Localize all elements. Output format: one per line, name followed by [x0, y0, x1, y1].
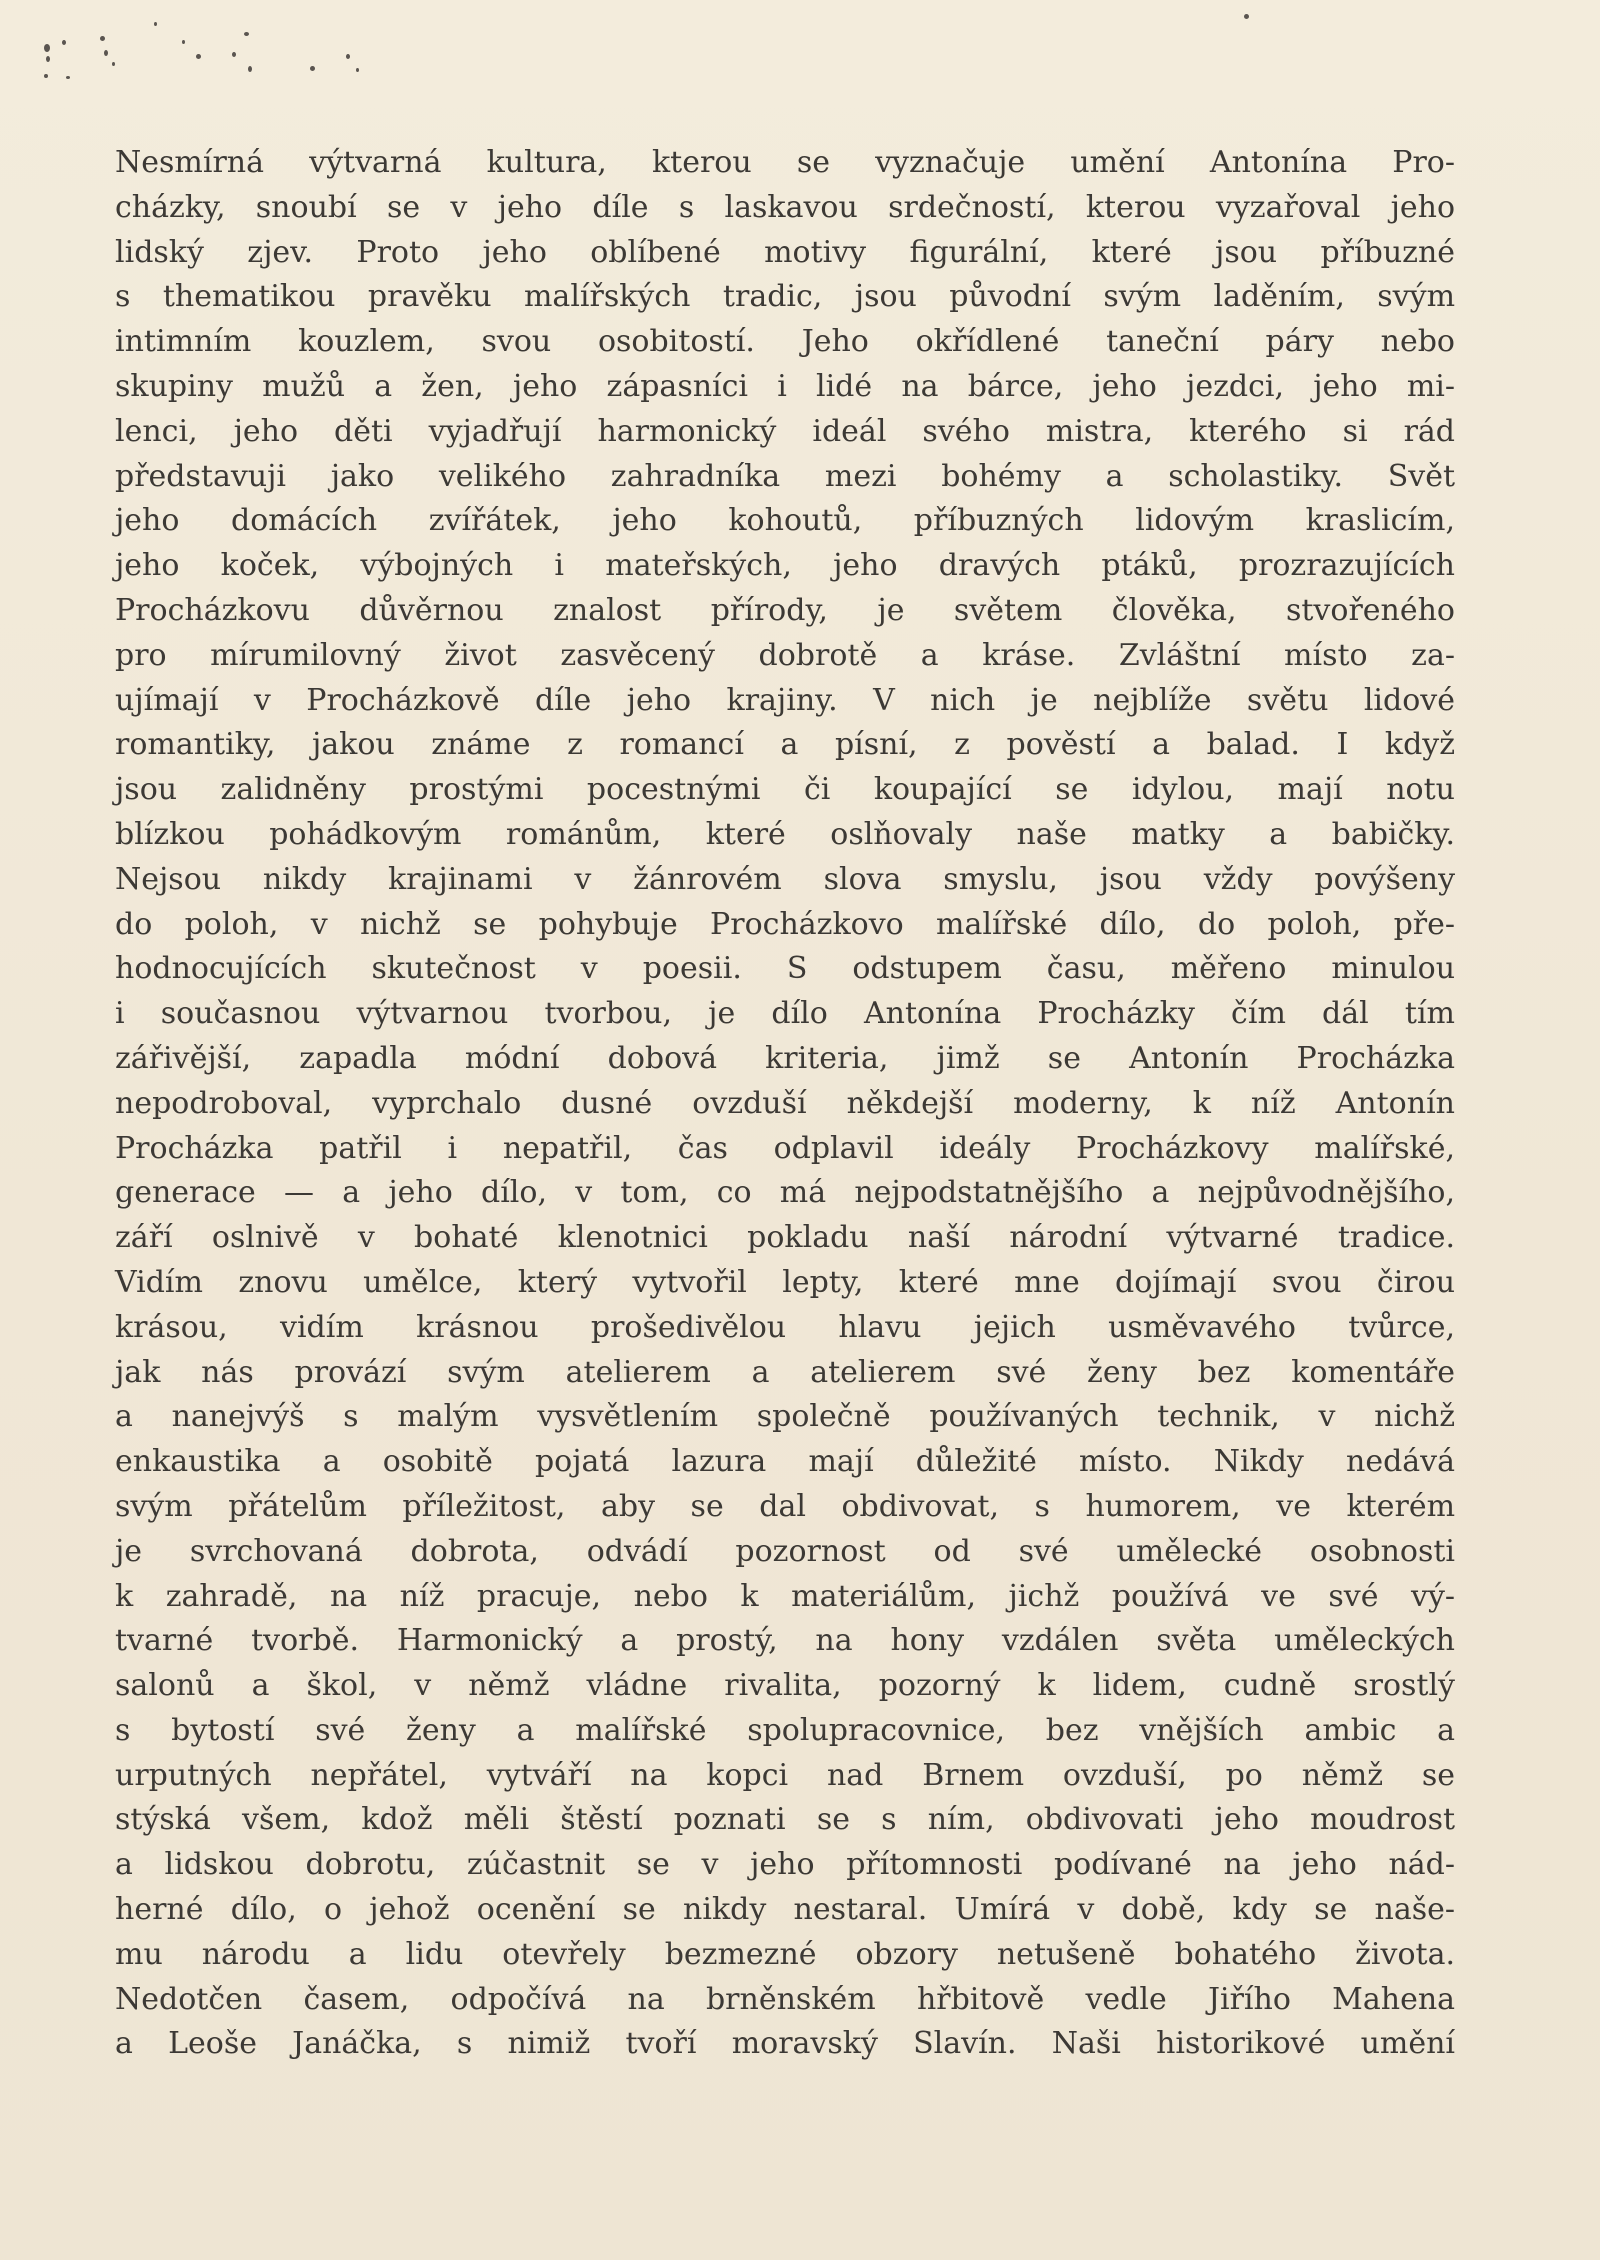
text-line: a nanejvýš s malým vysvětlením společně používaných technik, v nichž: [115, 1399, 1455, 1435]
text-line: nepodroboval, vyprchalo dusné ovzduší někdejší moderny, k níž Antonín: [115, 1085, 1455, 1121]
body-paragraph: [115, 141, 1455, 2067]
text-line: Vidím znovu umělce, který vytvořil lepty, které mne dojímají svou čirou: [115, 1264, 1456, 1300]
text-line: Procházka patřil i nepatřil, čas odplavil ideály Procházkovy malířské,: [115, 1130, 1456, 1166]
text-line: Nesmírná výtvarná kultura, kterou se vyznačuje umění Antonína Pro-: [115, 145, 1455, 180]
text-line: blízkou pohádkovým románům, které oslňovaly naše matky a babičky.: [115, 816, 1455, 852]
text-line: jak nás provází svým atelierem a atelierem své ženy bez komentáře: [115, 1354, 1455, 1390]
text-line: jeho koček, výbojných i mateřských, jeho dravých ptáků, prozrazujících: [115, 548, 1455, 584]
text-line: lidský zjev. Proto jeho oblíbené motivy figurální, které jsou příbuzné: [115, 234, 1456, 270]
text-line: s thematikou pravěku malířských tradic, jsou původní svým laděním, svým: [115, 279, 1456, 315]
text-line: a lidskou dobrotu, zúčastnit se v jeho přítomnosti podívané na jeho nád-: [115, 1847, 1455, 1883]
text-line: pro mírumilovný život zasvěcený dobrotě a kráse. Zvláštní místo za-: [115, 637, 1455, 673]
text-line: představuji jako velikého zahradníka mezi bohémy a scholastiky. Svět: [115, 458, 1456, 494]
text-line: s bytostí své ženy a malířské spolupracovnice, bez vnějších ambic a: [115, 1712, 1456, 1748]
text-line: zářivější, zapadla módní dobová kriteria, jimž se Antonín Procházka: [115, 1040, 1456, 1076]
text-line: enkaustika a osobitě pojatá lazura mají důležité místo. Nikdy nedává: [115, 1444, 1455, 1480]
text-line: jeho domácích zvířátek, jeho kohoutů, příbuzných lidovým kraslicím,: [115, 503, 1455, 539]
text-line: Nejsou nikdy krajinami v žánrovém slova smyslu, jsou vždy povýšeny: [115, 861, 1456, 897]
text-line: urputných nepřátel, vytváří na kopci nad Brnem ovzduší, po němž se: [115, 1757, 1455, 1793]
text-line: i současnou výtvarnou tvorbou, je dílo Antonína Procházky čím dál tím: [115, 996, 1455, 1032]
text-line: hodnocujících skutečnost v poesii. S odstupem času, měřeno minulou: [115, 951, 1456, 987]
text-line: ujímají v Procházkově díle jeho krajiny. V nich je nejblíže světu lidové: [115, 682, 1455, 718]
text-line: lenci, jeho děti vyjadřují harmonický ideál svého mistra, kterého si rád: [115, 413, 1456, 449]
text-line: generace — a jeho dílo, v tom, co má nejpodstatnějšího a nejpůvodnějšího,: [115, 1175, 1456, 1211]
text-line: skupiny mužů a žen, jeho zápasníci i lidé na bárce, jeho jezdci, jeho mi-: [115, 368, 1456, 404]
text-line: k zahradě, na níž pracuje, nebo k materiálům, jichž používá ve své vý-: [115, 1578, 1456, 1614]
text-line: září oslnivě v bohaté klenotnici pokladu naší národní výtvarné tradice.: [115, 1220, 1455, 1256]
text-line: svým přátelům příležitost, aby se dal obdivovat, s humorem, ve kterém: [115, 1488, 1456, 1524]
text-line: tvarné tvorbě. Harmonický a prostý, na hony vzdálen světa uměleckých: [115, 1623, 1455, 1659]
text-line: krásou, vidím krásnou prošedivělou hlavu jejich usměvavého tvůrce,: [115, 1309, 1455, 1345]
text-line: stýská všem, kdož měli štěstí poznati se s ním, obdivovati jeho moudrost: [115, 1802, 1456, 1838]
text-line: jsou zalidněny prostými pocestnými či koupající se idylou, mají notu: [115, 772, 1455, 808]
text-line: je svrchovaná dobrota, odvádí pozornost od své umělecké osobnosti: [115, 1533, 1456, 1569]
text-line: cházky, snoubí se v jeho díle s laskavou srdečností, kterou vyzařoval jeho: [115, 189, 1456, 225]
text-line: mu národu a lidu otevřely bezmezné obzory netušeně bohatého života.: [115, 1936, 1455, 1972]
text-line: herné dílo, o jehož ocenění se nikdy nestaral. Umírá v době, kdy se naše-: [115, 1892, 1455, 1928]
text-line: salonů a škol, v němž vládne rivalita, pozorný k lidem, cudně srostlý: [115, 1668, 1455, 1704]
text-line: romantiky, jakou známe z romancí a písní, z pověstí a balad. I když: [115, 727, 1456, 763]
text-line: intimním kouzlem, svou osobitostí. Jeho okřídlené taneční páry nebo: [115, 324, 1455, 360]
text-line: a Leoše Janáčka, s nimiž tvoří moravský Slavín. Naši historikové umění: [115, 2026, 1456, 2062]
text-line: do poloh, v nichž se pohybuje Procházkovo malířské dílo, do poloh, pře-: [115, 906, 1456, 942]
text-line: Nedotčen časem, odpočívá na brněnském hřbitově vedle Jiřího Mahena: [115, 1981, 1456, 2017]
text-line: Procházkovu důvěrnou znalost přírody, je světem člověka, stvořeného: [115, 592, 1455, 628]
